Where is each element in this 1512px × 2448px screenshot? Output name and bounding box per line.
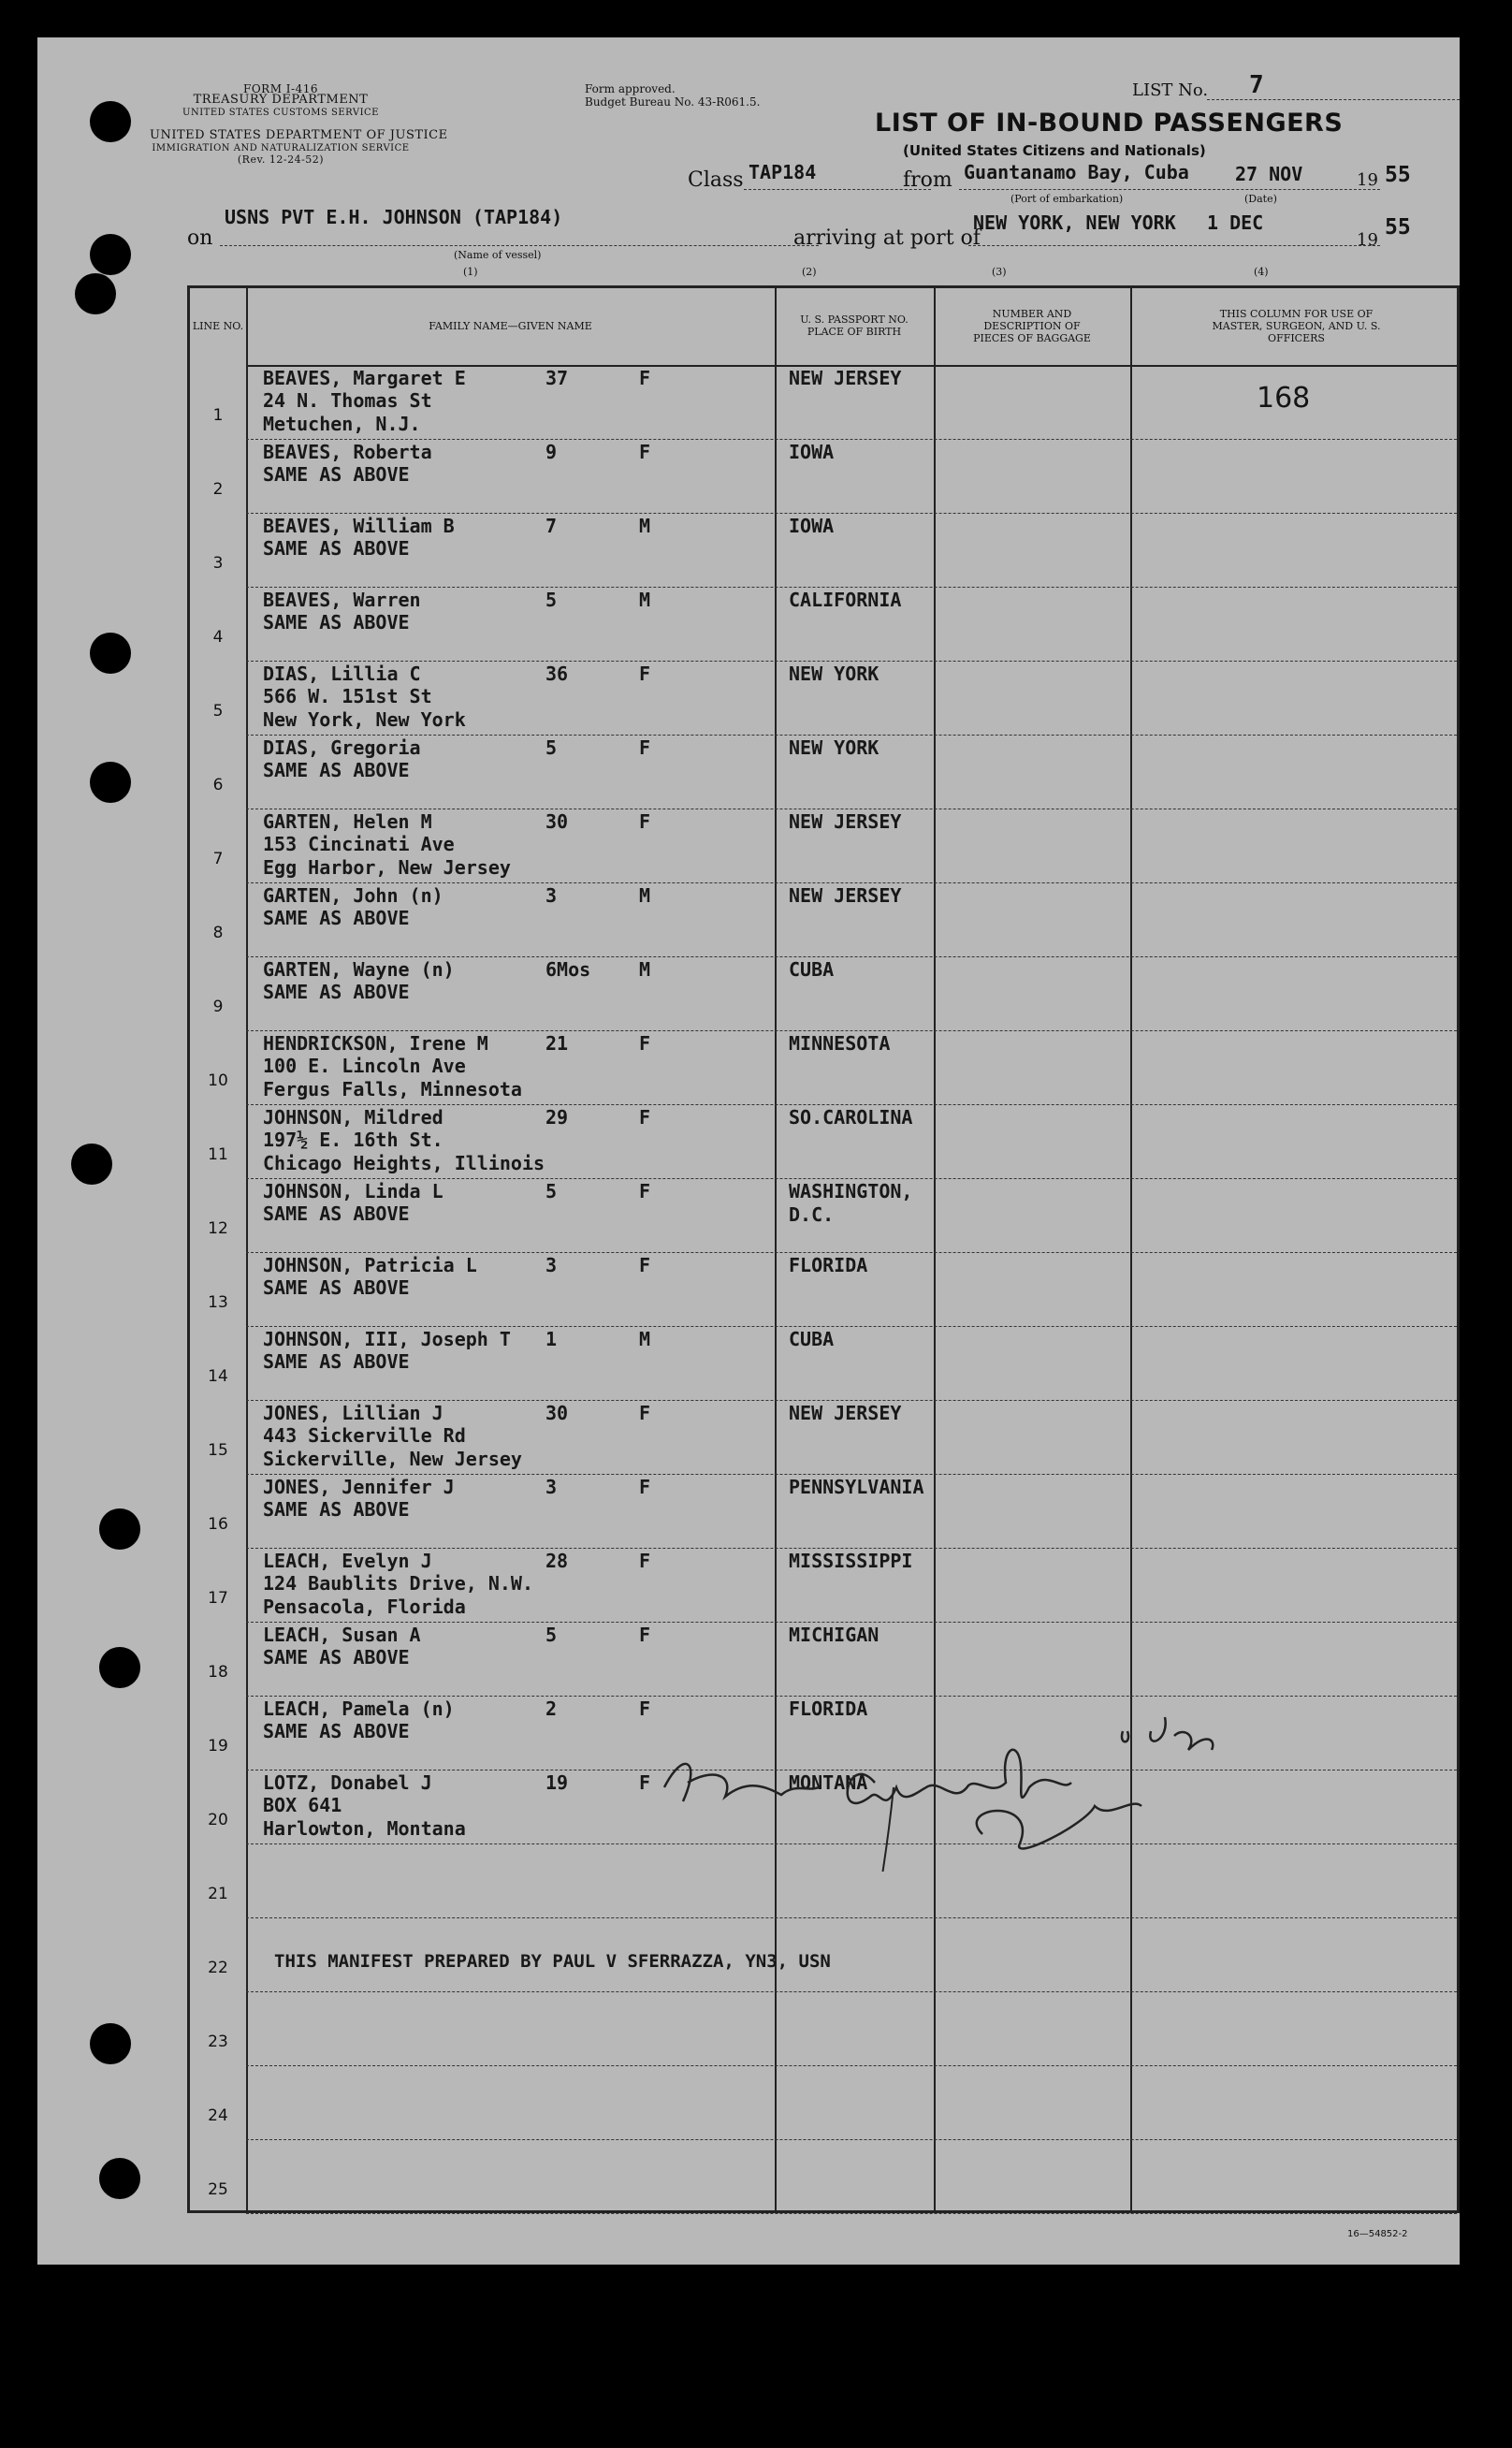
passenger-birthplace: WASHINGTON, D.C. <box>789 1180 913 1226</box>
passenger-birthplace: MINNESOTA <box>789 1032 891 1055</box>
passenger-address: 24 N. Thomas St Metuchen, N.J. <box>263 389 432 435</box>
officer-signature <box>646 1694 1226 1872</box>
arrival-year: 55 <box>1385 215 1411 240</box>
passenger-birthplace: MICHIGAN <box>789 1624 880 1646</box>
passenger-address: 566 W. 151st St New York, New York <box>263 685 466 731</box>
passenger-address: 100 E. Lincoln Ave Fergus Falls, Minnesota <box>263 1055 522 1100</box>
document-subtitle: (United States Citizens and Nationals) <box>903 142 1206 159</box>
passenger-name: LEACH, Susan A <box>263 1624 421 1646</box>
passenger-sex: F <box>639 736 651 759</box>
passenger-name: GARTEN, Helen M <box>263 810 432 833</box>
dept-customs: UNITED STATES CUSTOMS SERVICE <box>182 108 379 118</box>
form-revision: (Rev. 12-24-52) <box>237 153 325 166</box>
passenger-name: BEAVES, William B <box>263 515 455 537</box>
passenger-name: BEAVES, Roberta <box>263 441 432 463</box>
line-number: 23 <box>208 2033 228 2051</box>
passenger-sex: F <box>639 1771 651 1794</box>
from-date: 27 NOV <box>1235 163 1303 185</box>
passenger-sex: F <box>639 1032 651 1055</box>
vessel-name: USNS PVT E.H. JOHNSON (TAP184) <box>225 206 563 228</box>
binder-hole <box>90 101 131 142</box>
line-number: 6 <box>212 776 224 794</box>
passenger-address: 153 Cincinati Ave Egg Harbor, New Jersey <box>263 833 511 879</box>
passenger-name: GARTEN, Wayne (n) <box>263 958 455 981</box>
line-number: 17 <box>208 1589 228 1608</box>
passenger-sex: F <box>639 1106 651 1129</box>
passenger-birthplace: IOWA <box>789 515 835 537</box>
class-value: TAP184 <box>749 161 817 183</box>
col1-num: (1) <box>463 266 478 278</box>
passenger-age: 5 <box>545 1624 558 1646</box>
passenger-sex: M <box>639 884 651 907</box>
header-passport: U. S. PASSPORT NO. PLACE OF BIRTH <box>800 313 909 338</box>
passenger-sex: F <box>639 1402 651 1424</box>
passenger-age: 3 <box>545 1476 558 1498</box>
line-number: 2 <box>212 480 224 499</box>
passenger-birthplace: NEW YORK <box>789 663 880 685</box>
passenger-age: 3 <box>545 884 558 907</box>
passenger-address: 124 Baublits Drive, N.W. Pensacola, Florida <box>263 1572 533 1618</box>
passenger-birthplace: SO.CAROLINA <box>789 1106 913 1129</box>
dept-treasury: TREASURY DEPARTMENT <box>193 93 369 107</box>
passenger-address: SAME AS ABOVE <box>263 1498 410 1521</box>
passenger-sex: F <box>639 1624 651 1646</box>
class-label: Class <box>688 168 744 192</box>
from-label: from <box>903 168 952 192</box>
header-name: FAMILY NAME—GIVEN NAME <box>429 319 592 332</box>
line-number: 12 <box>208 1219 228 1238</box>
from-year-prefix: 19 <box>1357 170 1378 190</box>
passenger-name: LEACH, Pamela (n) <box>263 1698 455 1720</box>
from-port: Guantanamo Bay, Cuba <box>964 161 1189 183</box>
form-id: FORM I-416 <box>243 82 318 95</box>
passenger-age: 37 <box>545 367 569 389</box>
passenger-address: BOX 641 Harlowton, Montana <box>263 1794 466 1840</box>
passenger-name: JOHNSON, Linda L <box>263 1180 443 1202</box>
header-line-no: LINE NO. <box>192 319 244 332</box>
passenger-name: DIAS, Lillia C <box>263 663 421 685</box>
passenger-sex: F <box>639 1254 651 1276</box>
port-caption: (Port of embarkation) <box>1010 193 1124 205</box>
from-year: 55 <box>1385 163 1411 187</box>
passenger-address: SAME AS ABOVE <box>263 537 410 560</box>
header-baggage: NUMBER AND DESCRIPTION OF PIECES OF BAGGAGE <box>973 307 1091 344</box>
col4-num: (4) <box>1254 266 1269 278</box>
list-no-label: LIST No. <box>1132 80 1209 100</box>
dept-justice: UNITED STATES DEPARTMENT OF JUSTICE <box>150 128 448 142</box>
passenger-age: 6Mos <box>545 958 591 981</box>
on-label: on <box>187 226 213 250</box>
passenger-age: 29 <box>545 1106 569 1129</box>
arrival-date: 1 DEC <box>1207 211 1264 234</box>
passenger-age: 9 <box>545 441 558 463</box>
passenger-sex: F <box>639 1550 651 1572</box>
passenger-sex: F <box>639 1698 651 1720</box>
binder-hole <box>71 1144 112 1185</box>
passenger-sex: F <box>639 367 651 389</box>
line-number: 9 <box>212 998 224 1016</box>
form-approved: Form approved. <box>585 82 676 95</box>
date-caption: (Date) <box>1244 193 1277 205</box>
passenger-sex: M <box>639 589 651 611</box>
line-number: 14 <box>208 1367 228 1386</box>
passenger-sex: M <box>639 1328 651 1350</box>
line-number: 13 <box>208 1293 228 1312</box>
passenger-age: 21 <box>545 1032 569 1055</box>
document-title: LIST OF IN-BOUND PASSENGERS <box>875 109 1344 138</box>
binder-hole <box>90 234 131 275</box>
header-officers: THIS COLUMN FOR USE OF MASTER, SURGEON, AND U. S. OFFICERS <box>1212 307 1381 344</box>
passenger-age: 30 <box>545 810 569 833</box>
passenger-sex: M <box>639 515 651 537</box>
line-number: 1 <box>212 406 224 425</box>
arriving-label: arriving at port of <box>793 226 981 250</box>
binder-hole <box>75 273 116 314</box>
passenger-birthplace: NEW JERSEY <box>789 1402 902 1424</box>
passenger-age: 2 <box>545 1698 558 1720</box>
passenger-birthplace: NEW JERSEY <box>789 367 902 389</box>
line-number: 5 <box>212 702 224 721</box>
line-number: 20 <box>208 1811 228 1829</box>
passenger-age: 3 <box>545 1254 558 1276</box>
passenger-age: 1 <box>545 1328 558 1350</box>
vessel-caption: (Name of vessel) <box>454 249 542 261</box>
passenger-sex: M <box>639 958 651 981</box>
passenger-name: LOTZ, Donabel J <box>263 1771 432 1794</box>
line-number: 19 <box>208 1737 228 1756</box>
line-number: 16 <box>208 1515 228 1534</box>
passenger-sex: F <box>639 1180 651 1202</box>
binder-hole <box>99 2158 140 2199</box>
line-number: 21 <box>208 1885 228 1903</box>
passenger-name: JOHNSON, Patricia L <box>263 1254 477 1276</box>
passenger-address: SAME AS ABOVE <box>263 981 410 1003</box>
line-number: 25 <box>208 2180 228 2199</box>
manifest-sheet <box>37 37 1460 2265</box>
manifest-preparer-note: THIS MANIFEST PREPARED BY PAUL V SFERRAZZA, YN3, USN <box>274 1951 831 1972</box>
line-number: 15 <box>208 1441 228 1460</box>
budget-bureau: Budget Bureau No. 43-R061.5. <box>585 95 761 109</box>
list-no-value: 7 <box>1249 71 1264 99</box>
arrival-year-prefix: 19 <box>1357 230 1378 250</box>
line-number: 24 <box>208 2106 228 2125</box>
passenger-age: 36 <box>545 663 569 685</box>
binder-hole <box>99 1647 140 1688</box>
form-print-code: 16—54852-2 <box>1347 2229 1408 2239</box>
passenger-name: LEACH, Evelyn J <box>263 1550 432 1572</box>
passenger-birthplace: MONTANA <box>789 1771 868 1794</box>
binder-hole <box>90 2023 131 2064</box>
passenger-age: 5 <box>545 736 558 759</box>
passenger-age: 7 <box>545 515 558 537</box>
passenger-address: SAME AS ABOVE <box>263 463 410 486</box>
passenger-address: SAME AS ABOVE <box>263 759 410 781</box>
line-number: 10 <box>208 1071 228 1090</box>
binder-hole <box>99 1508 140 1550</box>
passenger-name: DIAS, Gregoria <box>263 736 421 759</box>
passenger-age: 19 <box>545 1771 569 1794</box>
passenger-address: SAME AS ABOVE <box>263 1350 410 1373</box>
passenger-birthplace: FLORIDA <box>789 1698 868 1720</box>
passenger-age: 28 <box>545 1550 569 1572</box>
binder-hole <box>90 633 131 674</box>
passenger-name: BEAVES, Warren <box>263 589 421 611</box>
line-number: 7 <box>212 850 224 868</box>
passenger-name: BEAVES, Margaret E <box>263 367 466 389</box>
dept-ins: IMMIGRATION AND NATURALIZATION SERVICE <box>152 143 410 153</box>
passenger-address: SAME AS ABOVE <box>263 1646 410 1668</box>
passenger-birthplace: MISSISSIPPI <box>789 1550 913 1572</box>
passenger-address: SAME AS ABOVE <box>263 907 410 929</box>
passenger-name: JOHNSON, III, Joseph T <box>263 1328 511 1350</box>
passenger-address: 443 Sickerville Rd Sickerville, New Jersey <box>263 1424 522 1470</box>
passenger-sex: F <box>639 1476 651 1498</box>
passenger-age: 30 <box>545 1402 569 1424</box>
passenger-name: JONES, Jennifer J <box>263 1476 455 1498</box>
line-number: 11 <box>208 1145 228 1164</box>
passenger-birthplace: CUBA <box>789 958 835 981</box>
passenger-sex: F <box>639 441 651 463</box>
passenger-address: SAME AS ABOVE <box>263 1202 410 1225</box>
passenger-birthplace: NEW YORK <box>789 736 880 759</box>
line-number: 3 <box>212 554 224 573</box>
arrival-port: NEW YORK, NEW YORK <box>973 211 1176 234</box>
binder-hole <box>90 762 131 803</box>
passenger-sex: F <box>639 810 651 833</box>
passenger-birthplace: PENNSYLVANIA <box>789 1476 924 1498</box>
passenger-birthplace: NEW JERSEY <box>789 884 902 907</box>
passenger-birthplace: IOWA <box>789 441 835 463</box>
passenger-address: 197½ E. 16th St. Chicago Heights, Illinois <box>263 1129 545 1174</box>
passenger-address: SAME AS ABOVE <box>263 611 410 634</box>
line-number: 18 <box>208 1663 228 1682</box>
passenger-age: 5 <box>545 589 558 611</box>
passenger-name: GARTEN, John (n) <box>263 884 443 907</box>
line-number: 4 <box>212 628 224 647</box>
line-number: 22 <box>208 1959 228 1977</box>
passenger-sex: F <box>639 663 651 685</box>
passenger-address: SAME AS ABOVE <box>263 1720 410 1742</box>
passenger-age: 5 <box>545 1180 558 1202</box>
passenger-birthplace: CUBA <box>789 1328 835 1350</box>
passenger-birthplace: NEW JERSEY <box>789 810 902 833</box>
col3-num: (3) <box>992 266 1007 278</box>
passenger-birthplace: CALIFORNIA <box>789 589 902 611</box>
line-number: 8 <box>212 924 224 942</box>
passenger-table <box>187 285 1460 2213</box>
col2-num: (2) <box>802 266 817 278</box>
passenger-name: HENDRICKSON, Irene M <box>263 1032 488 1055</box>
passenger-address: SAME AS ABOVE <box>263 1276 410 1299</box>
passenger-birthplace: FLORIDA <box>789 1254 868 1276</box>
passenger-name: JONES, Lillian J <box>263 1402 443 1424</box>
passenger-name: JOHNSON, Mildred <box>263 1106 443 1129</box>
passenger-count-annotation: 168 <box>1257 382 1311 415</box>
